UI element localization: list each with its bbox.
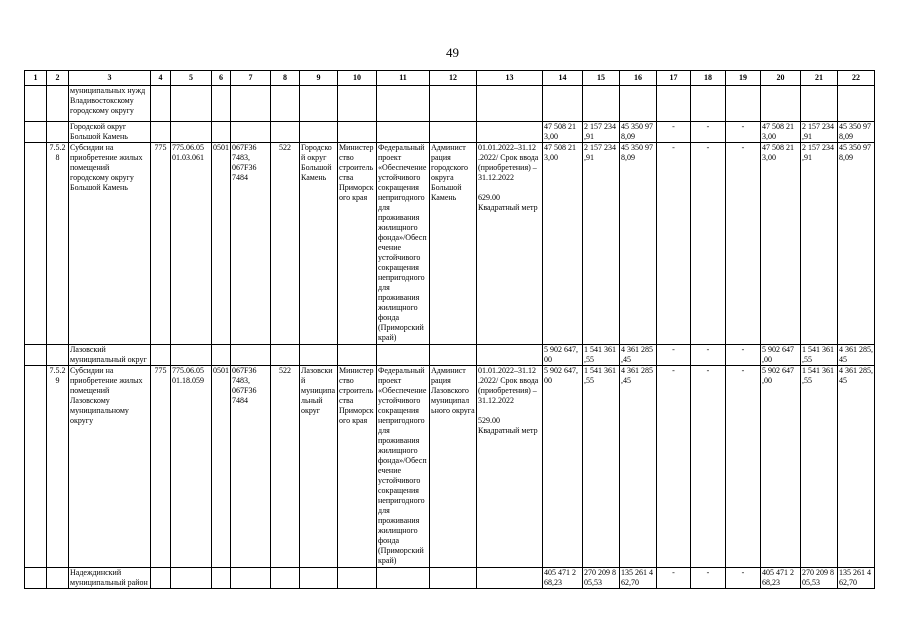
cell-executor [430, 122, 477, 143]
cell-regional-2022: 4 361 285, 45 [839, 345, 873, 364]
cell-code [151, 568, 171, 589]
cell-period-result: 01.01.2022–31.12 .2022/ Срок ввода (приобретения) – 31.12.2022 629.00 Квадратный метр [477, 143, 543, 345]
cell-item-number [47, 86, 69, 122]
cell-extra-sum: - [726, 568, 761, 589]
header-cell: 20 [761, 71, 801, 86]
header-cell: 17 [657, 71, 691, 86]
cell-code: 775 [151, 143, 171, 345]
cell-section: 0501 [212, 143, 231, 345]
cell-federal-sum: 1 541 361 ,55 [583, 345, 620, 366]
cell-other-sum: - [691, 143, 726, 345]
cell-total-sum [543, 86, 583, 122]
header-cell: 21 [801, 71, 838, 86]
cell-local-sum: - [657, 122, 691, 143]
header-cell: 22 [838, 71, 875, 86]
header-cell: 12 [430, 71, 477, 86]
cell-regional-sum [620, 86, 657, 122]
cell-extra-sum [726, 86, 761, 122]
cell-regional-2022 [838, 86, 875, 122]
cell-code [151, 345, 171, 366]
cell-type-code [271, 568, 300, 589]
cell-federal-sum [583, 86, 620, 122]
cell-executor: Админист рация городского округа Большой Камень [430, 143, 477, 345]
cell-local-sum: - [657, 366, 691, 568]
header-cell: 11 [377, 71, 430, 86]
header-cell: 2 [47, 71, 69, 86]
cell-federal-sum: 1 541 361 ,55 [583, 366, 620, 568]
cell-local-sum: - [657, 143, 691, 345]
cell-code [151, 122, 171, 143]
cell-number [25, 143, 47, 345]
table-row [25, 366, 875, 568]
cell-description: Надеждинский муниципальный район [69, 568, 151, 589]
cell-federal-2022: 2 157 234 ,91 [801, 122, 838, 143]
table-row [25, 86, 875, 122]
cell-item-number: 7.5.29 [47, 366, 69, 568]
table-row [25, 568, 875, 589]
cell-project [377, 345, 430, 366]
cell-administrator [338, 122, 377, 143]
cell-total-2022: 5 902 647 ,00 [761, 366, 801, 568]
header-cell: 18 [691, 71, 726, 86]
table-row [25, 122, 875, 143]
cell-description: муниципальных нужд Владивостокскому городскому округу [69, 86, 151, 122]
cell-administrator: Министер ство строитель ства Приморск ого края [338, 366, 377, 568]
cell-federal-2022: 270 209 8 05,53 [801, 568, 838, 589]
cell-federal-2022: 1 541 361 ,55 [801, 366, 838, 568]
cell-total-2022: 47 508 21 3,00 [761, 122, 801, 143]
cell-section [212, 122, 231, 143]
cell-regional-2022: 45 350 97 8,09 [838, 122, 875, 143]
header-cell: 15 [583, 71, 620, 86]
cell-target-code: 775.06.05 01.18.059 [171, 366, 212, 568]
header-cell: 13 [477, 71, 543, 86]
cell-total-sum: 47 508 21 3,00 [543, 122, 583, 143]
cell-extra-sum: - [726, 143, 761, 345]
cell-executor [430, 568, 477, 589]
cell-regional-2022: 135 261 4 62,70 [838, 568, 875, 589]
cell-section [212, 86, 231, 122]
cell-administrator: Министер ство строитель ства Приморск ого края [338, 143, 377, 345]
cell-local-sum: - [657, 568, 691, 589]
header-cell: 9 [300, 71, 338, 86]
header-cell: 16 [620, 71, 657, 86]
cell-item-number [47, 568, 69, 589]
cell-total-sum: 5 902 647, 00 [543, 345, 583, 366]
cell-recipient: Лазовски й муниципа льный округ [300, 366, 338, 568]
cell-recipient [300, 86, 338, 122]
cell-expense-code: 067F36 7483, 067F36 7484 [231, 366, 271, 568]
header-cell: 3 [69, 71, 151, 86]
cell-period-result: 01.01.2022–31.12 .2022/ Срок ввода (приобретения) – 31.12.2022 529.00 Квадратный метр [477, 366, 543, 568]
cell-project [377, 568, 430, 589]
cell-period-result [477, 86, 543, 122]
cell-section: 0501 [212, 366, 231, 568]
cell-administrator [338, 345, 377, 366]
header-cell: 5 [171, 71, 212, 86]
cell-regional-sum: 45 350 97 8,09 [620, 143, 657, 345]
cell-regional-sum: 135 261 4 62,70 [620, 568, 657, 589]
cell-expense-code: 067F36 7483, 067F36 7484 [231, 143, 271, 345]
cell-other-sum: - [691, 345, 726, 366]
cell-item-number [47, 345, 69, 366]
cell-executor [430, 345, 477, 366]
table-row [25, 143, 875, 345]
cell-regional-sum: 4 361 285 ,45 [620, 366, 657, 568]
budget-table [24, 70, 875, 589]
cell-other-sum: - [691, 366, 726, 568]
cell-expense-code [231, 568, 271, 589]
cell-number [25, 122, 47, 143]
cell-number [25, 86, 47, 122]
cell-total-2022: 405 471 2 68,23 [761, 568, 801, 589]
cell-project [377, 86, 430, 122]
cell-regional-2022: 45 350 97 8,09 [838, 143, 875, 345]
cell-executor: Админист рация Лазовского муниципал ьного округа [430, 366, 477, 568]
cell-type-code [271, 122, 300, 143]
header-cell: 8 [271, 71, 300, 86]
cell-total-2022: 47 508 21 3,00 [761, 143, 801, 345]
cell-extra-sum: - [726, 345, 761, 366]
header-cell: 6 [212, 71, 231, 86]
page-number: 49 [446, 45, 459, 60]
cell-other-sum: - [691, 122, 726, 143]
cell-federal-sum: 2 157 234 ,91 [583, 122, 620, 143]
cell-project: Федеральный проект «Обеспечение устойчивого сокращения непригодного для проживания жилищного фонда»/Обесп ечение устойчивого сокращения непригодного для проживания жилищного фонда (Приморский край) [377, 366, 430, 568]
cell-type-code: 522 [271, 366, 300, 568]
cell-target-code [171, 345, 212, 366]
cell-section [212, 568, 231, 589]
cell-local-sum: - [657, 345, 691, 366]
cell-federal-2022 [801, 86, 838, 122]
cell-expense-code [231, 86, 271, 122]
cell-type-code [271, 86, 300, 122]
cell-regional-sum: 4 361 285 ,45 [620, 345, 657, 366]
cell-total-sum: 405 471 2 68,23 [543, 568, 583, 589]
cell-period-result [477, 345, 543, 366]
header-cell: 10 [338, 71, 377, 86]
header-cell: 19 [726, 71, 761, 86]
cell-description: Субсидии на приобретение жилых помещений Лазовскому муниципальному округу [69, 366, 151, 568]
cell-federal-2022: 2 157 234 ,91 [801, 143, 838, 345]
cell-federal-sum: 270 209 8 05,53 [583, 568, 620, 589]
cell-other-sum [691, 86, 726, 122]
cell-regional-2022: 4 361 285, 45 [838, 366, 875, 568]
header-cell: 14 [543, 71, 583, 86]
cell-item-number: 7.5.28 [47, 143, 69, 345]
cell-code: 775 [151, 366, 171, 568]
cell-total-2022 [761, 86, 801, 122]
cell-item-number [47, 122, 69, 143]
cell-recipient [300, 122, 338, 143]
cell-project: Федеральный проект «Обеспечение устойчивого сокращения непригодного для проживания жилищного фонда»/Обесп ечение устойчивого сокращения непригодного для проживания жилищного фонда (Приморский край) [377, 143, 430, 345]
header-cell: 7 [231, 71, 271, 86]
table-row [25, 345, 875, 366]
header-row [25, 71, 875, 86]
cell-other-sum: - [691, 568, 726, 589]
cell-code [151, 86, 171, 122]
cell-description: Лазовский муниципальный округ [69, 345, 151, 366]
cell-federal-2022: 1 541 361 ,55 [801, 345, 838, 366]
cell-recipient: Городско й округ Большой Камень [300, 143, 338, 345]
cell-total-sum: 5 902 647, 00 [543, 366, 583, 568]
cell-federal-sum: 2 157 234 ,91 [583, 143, 620, 345]
header-cell: 4 [151, 71, 171, 86]
cell-type-code [271, 345, 300, 366]
cell-description: Городской округ Большой Камень [69, 122, 151, 143]
cell-total-sum: 47 508 21 3,00 [543, 143, 583, 345]
header-cell: 1 [25, 71, 47, 86]
cell-section [212, 345, 231, 366]
cell-number [25, 366, 47, 568]
cell-expense-code [231, 122, 271, 143]
cell-local-sum [657, 86, 691, 122]
cell-regional-sum: 45 350 97 8,09 [620, 122, 657, 143]
cell-extra-sum: - [726, 366, 761, 568]
cell-period-result [477, 568, 543, 589]
cell-administrator [338, 568, 377, 589]
cell-total-2022: 5 902 647 ,00 [761, 345, 801, 366]
cell-period-result [477, 122, 543, 143]
cell-type-code: 522 [271, 143, 300, 345]
cell-project [377, 122, 430, 143]
cell-executor [430, 86, 477, 122]
cell-number [25, 568, 47, 589]
cell-target-code [171, 86, 212, 122]
cell-target-code: 775.06.05 01.03.061 [171, 143, 212, 345]
cell-administrator [338, 86, 377, 122]
cell-recipient [300, 568, 338, 589]
cell-target-code [171, 122, 212, 143]
cell-number [25, 345, 47, 366]
cell-target-code [171, 568, 212, 589]
cell-recipient [300, 345, 338, 366]
cell-extra-sum: - [726, 122, 761, 143]
cell-expense-code [231, 345, 271, 366]
cell-description: Субсидии на приобретение жилых помещений городскому округу Большой Камень [69, 143, 151, 345]
